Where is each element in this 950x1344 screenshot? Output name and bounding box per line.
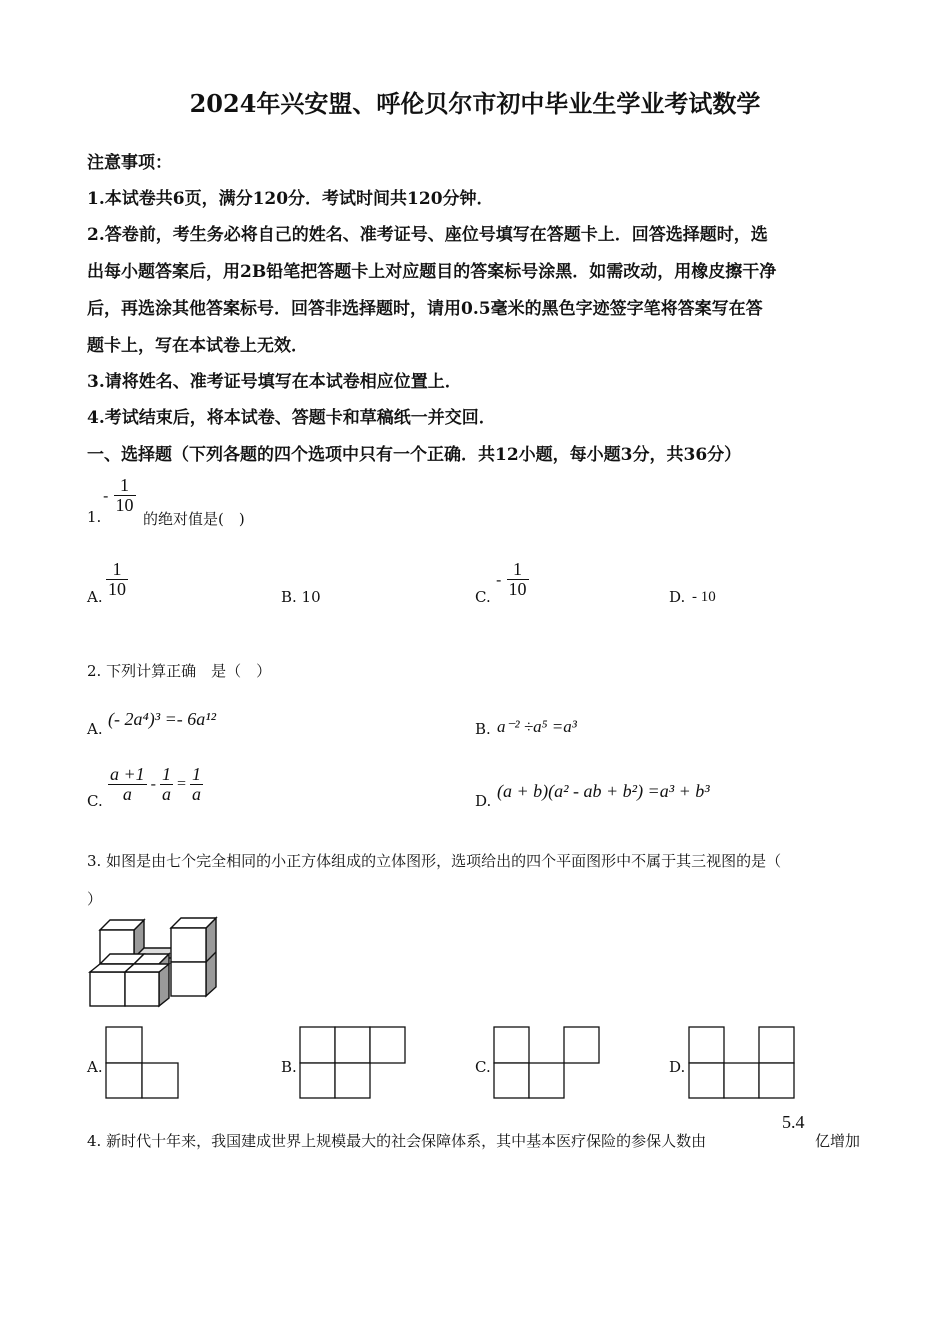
q1-minus: - — [103, 485, 109, 505]
note-item-2-line-3: 后，再选涂其他答案标号．回答非选择题时，请用0.5毫米的黑色字迹签字笔将答案写在答 — [87, 299, 763, 319]
q2-option-a-expr: (- 2a⁴)³ =- 6a¹² — [108, 709, 217, 729]
q3-option-b-figure — [299, 1026, 409, 1100]
q2-option-c-expr — [108, 765, 203, 804]
q2-option-b-label: B. — [475, 720, 491, 738]
note-item-2-line-1: 2.答卷前，考生务必将自己的姓名、准考证号、座位号填写在答题卡上．回答选择题时，选 — [87, 225, 768, 245]
notes-heading: 注意事项： — [87, 153, 172, 173]
page-title: 2024年兴安盟、呼伦贝尔市初中毕业生学业考试数学 — [189, 89, 761, 118]
q1-a-num: 1 — [112, 559, 122, 579]
q2-option-c-label: C. — [87, 792, 103, 810]
q2-option-b-expr: a⁻² ÷a⁵ =a³ — [497, 717, 577, 736]
q3-option-b-label: B. — [281, 1058, 297, 1076]
q1-frac-den: 10 — [115, 494, 134, 515]
q3-option-a-figure — [105, 1026, 180, 1100]
q1-frac-num: 1 — [120, 475, 129, 495]
q3-option-a-label: A. — [87, 1058, 103, 1076]
q2-c-num-3: 1 — [192, 764, 202, 784]
q1-c-num: 1 — [513, 559, 522, 579]
q2-c-equals: = — [176, 775, 187, 793]
note-item-4: 4.考试结束后，将本试卷、答题卡和草稿纸一并交回． — [87, 408, 496, 428]
q2-c-den-3: a — [192, 783, 202, 804]
q1-fraction — [114, 476, 136, 515]
q3-option-c-label: C. — [475, 1058, 491, 1076]
q2-option-a-label: A. — [87, 720, 103, 738]
q2-c-den-1: a — [108, 784, 147, 804]
q2-c-num-2: 1 — [161, 764, 171, 784]
q3-cube-figure — [86, 916, 222, 1012]
q1-a-den: 10 — [108, 578, 126, 599]
q3-option-d-label: D. — [669, 1058, 686, 1076]
q1-stem: 的绝对值是( ) — [143, 510, 245, 528]
q1-c-den: 10 — [508, 578, 527, 599]
q1-expression — [103, 476, 136, 515]
q2-c-minus: - — [150, 775, 156, 793]
q1-option-c — [496, 560, 529, 599]
q1-option-d-label: D. — [669, 588, 686, 606]
q4-tail: 亿增加 — [815, 1132, 861, 1150]
q2-c-num-1: a +1 — [110, 764, 145, 784]
q2-option-d-label: D. — [475, 792, 492, 810]
q4-stem: 4. 新时代十年来，我国建成世界上规模最大的社会保障体系，其中基本医疗保险的参保人数由 — [87, 1132, 707, 1150]
q3-stem-line-2: ） — [87, 890, 103, 908]
q1-option-c-label: C. — [475, 588, 491, 606]
q2-option-d-expr: (a + b)(a² - ab + b²) =a³ + b³ — [497, 781, 710, 801]
q1-option-b: B. 10 — [281, 588, 321, 606]
q3-option-d-figure — [688, 1026, 798, 1100]
note-item-2-line-2: 出每小题答案后，用2B铅笔把答题卡上对应题目的答案标号涂黑．如需改动，用橡皮擦干净 — [87, 262, 777, 282]
q3-stem-line-1: 3. 如图是由七个完全相同的小正方体组成的立体图形，选项给出的四个平面图形中不属于其三视图的是（ — [87, 852, 782, 870]
section-heading: 一、选择题（下列各题的四个选项中只有一个正确．共12小题，每小题3分，共36分） — [87, 445, 742, 465]
q1-option-d-value: - 10 — [692, 589, 716, 605]
note-item-1: 1.本试卷共6页，满分120分．考试时间共120分钟． — [87, 189, 494, 209]
q1-c-minus: - — [496, 569, 502, 589]
q4-value: 5.4 — [782, 1112, 805, 1132]
q1-option-a-label: A. — [87, 588, 103, 606]
q2-c-den-2: a — [161, 783, 171, 804]
note-item-3: 3.请将姓名、准考证号填写在本试卷相应位置上． — [87, 372, 462, 392]
q3-option-c-figure — [493, 1026, 603, 1100]
q2-stem: 2. 下列计算正确 是（ ） — [87, 662, 272, 680]
q1-option-a — [106, 560, 128, 599]
q1-number: 1. — [87, 508, 102, 526]
note-item-2-line-4: 题卡上，写在本试卷上无效． — [87, 336, 308, 356]
